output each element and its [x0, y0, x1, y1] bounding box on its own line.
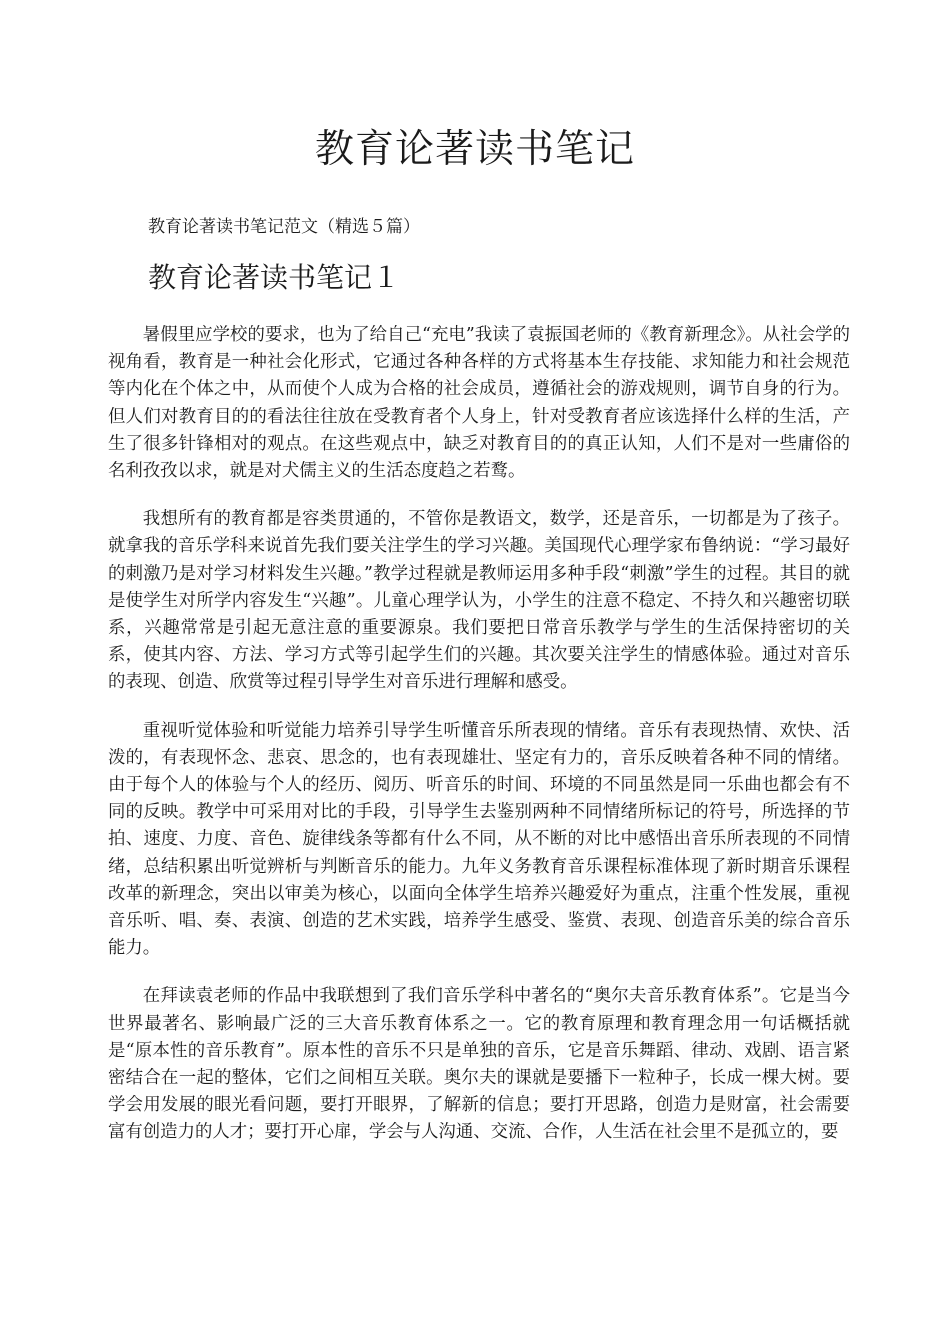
paragraph-1: 暑假里应学校的要求，也为了给自己“充电”我读了袁振国老师的《教育新理念》。从社会学的视角看，教育是一种社会化形式，它通过各种各样的方式将基本生存技能、求知能力和社会规范等内化在个体之中，从而使个人成为合格的社会成员，遵循社会的游戏规则，调节自身的行为。但人们对教育目的的看法往往放在受教育者个人身上，针对受教育者应该选择什么样的生活，产生了很多针锋相对的观点。在这些观点中，缺乏对教育目的的真正认知，人们不是对一些庸俗的名利孜孜以求，就是对犬儒主义的生活态度趋之若鹜。: [108, 325, 850, 482]
document-subtitle: 教育论著读书笔记范文（精选５篇）: [148, 217, 420, 237]
document-body: [108, 322, 850, 1168]
paragraph-4: 在拜读袁老师的作品中我联想到了我们音乐学科中著名的“奥尔夫音乐教育体系”。它是当今世界最著名、影响最广泛的三大音乐教育体系之一。它的教育原理和教育理念用一句话概括就是“原本性的音乐教育”。原本性的音乐不只是单独的音乐，它是音乐舞蹈、律动、戏剧、语言紧密结合在一起的整体，它们之间相互关联。奥尔夫的课就是要播下一粒种子，长成一棵大树。要学会用发展的眼光看问题，要打开眼界，了解新的信息；要打开思路，创造力是财富，社会需要富有创造力的人才；要打开心扉，学会与人沟通、交流、合作，人生活在社会里不是孤立的，要: [108, 986, 850, 1143]
paragraph-3: 重视听觉体验和听觉能力培养引导学生听懂音乐所表现的情绪。音乐有表现热情、欢快、活泼的，有表现怀念、悲哀、思念的，也有表现雄壮、坚定有力的，音乐反映着各种不同的情绪。由于每个人的体验与个人的经历、阅历、听音乐的时间、环境的不同虽然是同一乐曲也都会有不同的反映。教学中可采用对比的手段，引导学生去鉴别两种不同情绪所标记的符号，所选择的节拍、速度、力度、音色、旋律线条等都有什么不同，从不断的对比中感悟出音乐所表现的不同情绪，总结积累出听觉辨析与判断音乐的能力。九年义务教育音乐课程标准体现了新时期音乐课程改革的新理念，突出以审美为核心，以面向全体学生培养兴趣爱好为重点，注重个性发展，重视音乐听、唱、奏、表演、创造的艺术实践，培养学生感受、鉴赏、表现、创造音乐美的综合音乐能力。: [108, 720, 850, 959]
paragraph-2: 我想所有的教育都是容类贯通的，不管你是教语文，数学，还是音乐，一切都是为了孩子。就拿我的音乐学科来说首先我们要关注学生的学习兴趣。美国现代心理学家布鲁纳说：“学习最好的刺激乃是对学习材料发生兴趣。”教学过程就是教师运用多种手段“刺激”学生的过程。其目的就是使学生对所学内容发生“兴趣”。儿童心理学认为，小学生的注意不稳定、不持久和兴趣密切联系，兴趣常常是引起无意注意的重要源泉。我们要把日常音乐教学与学生的生活保持密切的关系，使其内容、方法、学习方式等引起学生们的兴趣。其次要关注学生的情感体验。通过对音乐的表现、创造、欣赏等过程引导学生对音乐进行理解和感受。: [108, 509, 850, 693]
document-title: 教育论著读书笔记: [314, 127, 635, 172]
section-heading: 教育论著读书笔记１: [148, 261, 401, 294]
